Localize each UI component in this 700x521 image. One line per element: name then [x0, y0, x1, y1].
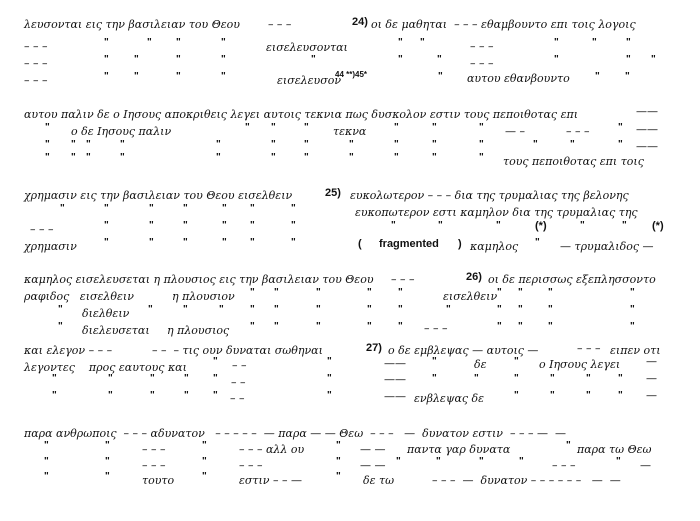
text-line: ——	[384, 373, 406, 386]
ditto-mark: "	[630, 304, 635, 315]
ditto-mark: "	[216, 139, 221, 150]
ditto-mark: "	[184, 390, 189, 401]
text-line: και ελεγον – – –	[24, 344, 113, 357]
text-line: —	[646, 355, 657, 368]
text-line: δε	[474, 358, 487, 371]
text-line: – – – — δυνατον – – – – – – — —	[432, 474, 621, 487]
ditto-mark: "	[44, 456, 49, 467]
ditto-mark: "	[586, 390, 591, 401]
text-line: ——	[384, 390, 406, 403]
ditto-mark: "	[436, 456, 441, 467]
text-line: —	[646, 372, 657, 385]
ditto-mark: "	[518, 287, 523, 298]
ditto-mark: "	[336, 440, 341, 451]
ditto-mark: "	[250, 220, 255, 231]
text-line: 44 **)45*	[335, 70, 368, 79]
ditto-mark: "	[327, 390, 332, 401]
text-line: χρημασιν εις την βασιλειαν του Θεου εισελθειν	[24, 189, 293, 202]
text-line: – – –	[577, 342, 601, 355]
ditto-mark: "	[108, 373, 113, 384]
text-line: εισελευσον	[277, 74, 342, 87]
ditto-mark: "	[71, 152, 76, 163]
ditto-mark: "	[71, 139, 76, 150]
ditto-mark: "	[291, 237, 296, 248]
ditto-mark: "	[250, 237, 255, 248]
ditto-mark: "	[250, 287, 255, 298]
ditto-mark: "	[221, 54, 226, 65]
ditto-mark: "	[336, 471, 341, 482]
ditto-mark: "	[105, 440, 110, 451]
ditto-mark: "	[176, 37, 181, 48]
ditto-mark: "	[626, 54, 631, 65]
ditto-mark: "	[398, 37, 403, 48]
ditto-mark: "	[149, 203, 154, 214]
ditto-mark: "	[304, 122, 309, 133]
ditto-mark: "	[474, 373, 479, 384]
ditto-mark: "	[398, 54, 403, 65]
ditto-mark: "	[222, 203, 227, 214]
ditto-mark: "	[60, 203, 65, 214]
text-line: ο δε Ιησους παλιν	[71, 125, 172, 138]
text-line: – – –	[24, 74, 48, 87]
ditto-mark: "	[222, 237, 227, 248]
ditto-mark: "	[550, 373, 555, 384]
ditto-mark: "	[304, 152, 309, 163]
ditto-mark: "	[519, 456, 524, 467]
text-line: οι δε μαθηται – – – εθαμβουντο επι τοις λογοις	[371, 18, 636, 31]
ditto-mark: "	[202, 440, 207, 451]
text-line: τους πεποιθοτας επι τοις	[503, 155, 644, 168]
ditto-mark: "	[437, 54, 442, 65]
ditto-mark: "	[221, 71, 226, 82]
text-line: τουτο	[142, 474, 175, 487]
ditto-mark: "	[183, 220, 188, 231]
text-line: λευσονται εις την βασιλειαν του Θεου – – –	[24, 18, 292, 31]
text-line: λεγοντες προς εαυτους και	[24, 361, 187, 374]
text-line: – – –	[470, 57, 494, 70]
ditto-mark: "	[52, 373, 57, 384]
text-line: – – – τις ουν δυναται σωθηναι	[152, 344, 323, 357]
ditto-mark: "	[176, 71, 181, 82]
ditto-mark: "	[271, 122, 276, 133]
text-line: παρα τω Θεω	[577, 443, 652, 456]
ditto-mark: "	[496, 220, 501, 231]
text-line: – – –	[552, 459, 576, 472]
ditto-mark: "	[432, 139, 437, 150]
ditto-mark: "	[618, 139, 623, 150]
ditto-mark: "	[514, 373, 519, 384]
ditto-mark: "	[518, 304, 523, 315]
verse-number: 26)	[466, 271, 482, 283]
ditto-mark: "	[432, 356, 437, 367]
ditto-mark: "	[497, 287, 502, 298]
ditto-mark: "	[398, 304, 403, 315]
ditto-mark: "	[432, 122, 437, 133]
ditto-mark: "	[479, 139, 484, 150]
text-line: — –	[505, 125, 525, 138]
ditto-mark: "	[554, 37, 559, 48]
text-line: εισελθειν	[443, 290, 498, 303]
ditto-mark: "	[104, 37, 109, 48]
text-line: οι δε περισσως εξεπλησσοντο	[488, 273, 656, 286]
ditto-mark: "	[213, 373, 218, 384]
ditto-mark: "	[479, 152, 484, 163]
ditto-mark: "	[595, 71, 600, 82]
ditto-mark: "	[45, 139, 50, 150]
ditto-mark: "	[291, 203, 296, 214]
ditto-mark: "	[148, 304, 153, 315]
ditto-mark: "	[394, 139, 399, 150]
text-line: εισελευσονται	[266, 41, 348, 54]
ditto-mark: "	[514, 356, 519, 367]
ditto-mark: "	[566, 440, 571, 451]
text-line: καμηλος	[470, 240, 519, 253]
ditto-mark: "	[120, 152, 125, 163]
ditto-mark: "	[274, 287, 279, 298]
text-line: ο δε εμβλεψας — αυτοις —	[388, 344, 539, 357]
text-line: )	[458, 238, 462, 250]
ditto-mark: "	[202, 456, 207, 467]
ditto-mark: "	[438, 220, 443, 231]
text-line: (*)	[652, 220, 664, 232]
text-line: αυτου εθανβουντο	[467, 72, 570, 85]
text-line: εστιν – – —	[239, 474, 302, 487]
ditto-mark: "	[336, 456, 341, 467]
ditto-mark: "	[271, 152, 276, 163]
ditto-mark: "	[108, 390, 113, 401]
text-line: καμηλος εισελευσεται η πλουσιος εις την βασιλειαν του Θεου – – –	[24, 273, 415, 286]
ditto-mark: "	[592, 37, 597, 48]
verse-number: 27)	[366, 342, 382, 354]
ditto-mark: "	[213, 356, 218, 367]
ditto-mark: "	[45, 122, 50, 133]
ditto-mark: "	[120, 139, 125, 150]
ditto-mark: "	[134, 71, 139, 82]
ditto-mark: "	[616, 456, 621, 467]
ditto-mark: "	[104, 203, 109, 214]
text-line: ευκολωτερον – – – δια της τρυμαλιας της βελονης	[350, 189, 629, 202]
ditto-mark: "	[533, 139, 538, 150]
text-line: τεκνα	[333, 125, 367, 138]
text-line: – – –	[142, 443, 166, 456]
ditto-mark: "	[183, 237, 188, 248]
ditto-mark: "	[176, 54, 181, 65]
ditto-mark: "	[327, 373, 332, 384]
text-line: – – –	[30, 223, 54, 236]
ditto-mark: "	[104, 220, 109, 231]
ditto-mark: "	[327, 356, 332, 367]
ditto-mark: "	[183, 203, 188, 214]
ditto-mark: "	[213, 390, 218, 401]
ditto-mark: "	[105, 456, 110, 467]
ditto-mark: "	[250, 203, 255, 214]
ditto-mark: "	[349, 152, 354, 163]
ditto-mark: "	[367, 287, 372, 298]
ditto-mark: "	[134, 54, 139, 65]
ditto-mark: "	[105, 471, 110, 482]
ditto-mark: "	[274, 321, 279, 332]
text-line: —	[646, 389, 657, 402]
text-line: – –	[232, 359, 247, 372]
ditto-mark: "	[479, 122, 484, 133]
text-line: ειπεν οτι	[610, 344, 661, 357]
ditto-mark: "	[291, 220, 296, 231]
text-line: – – –	[24, 57, 48, 70]
ditto-mark: "	[518, 321, 523, 332]
text-line: – –	[231, 376, 246, 389]
text-line: — —	[360, 459, 386, 472]
ditto-mark: "	[398, 287, 403, 298]
ditto-mark: "	[622, 220, 627, 231]
ditto-mark: "	[150, 390, 155, 401]
ditto-mark: "	[367, 321, 372, 332]
ditto-mark: "	[222, 220, 227, 231]
text-line: ο Ιησους λεγει	[539, 358, 621, 371]
ditto-mark: "	[316, 287, 321, 298]
ditto-mark: "	[104, 237, 109, 248]
ditto-mark: "	[625, 71, 630, 82]
ditto-mark: "	[316, 304, 321, 315]
ditto-mark: "	[396, 456, 401, 467]
text-line: παντα γαρ δυνατα	[407, 443, 511, 456]
ditto-mark: "	[630, 321, 635, 332]
ditto-mark: "	[150, 373, 155, 384]
ditto-mark: "	[497, 304, 502, 315]
ditto-mark: "	[479, 456, 484, 467]
ditto-mark: "	[398, 321, 403, 332]
text-line: παρα ανθρωποις – – – αδυνατον – – – – – — παρα — — Θεω – – – — δυνατον εστιν – – – — —	[24, 427, 566, 440]
text-line: — —	[360, 443, 386, 456]
ditto-mark: "	[44, 440, 49, 451]
ditto-mark: "	[626, 37, 631, 48]
ditto-mark: "	[438, 71, 443, 82]
ditto-mark: "	[221, 37, 226, 48]
ditto-mark: "	[394, 122, 399, 133]
ditto-mark: "	[104, 54, 109, 65]
ditto-mark: "	[274, 304, 279, 315]
ditto-mark: "	[216, 152, 221, 163]
ditto-mark: "	[497, 321, 502, 332]
ditto-mark: "	[514, 390, 519, 401]
text-line: ——	[384, 357, 406, 370]
ditto-mark: "	[245, 122, 250, 133]
text-line: — τρυμαλιδος —	[560, 240, 654, 253]
ditto-mark: "	[104, 71, 109, 82]
ditto-mark: "	[202, 471, 207, 482]
ditto-mark: "	[149, 237, 154, 248]
text-line: – – –	[24, 40, 48, 53]
text-line: – – – αλλ ου	[239, 443, 305, 456]
ditto-mark: "	[219, 304, 224, 315]
ditto-mark: "	[86, 139, 91, 150]
ditto-mark: "	[630, 287, 635, 298]
text-line: η πλουσιος	[167, 324, 230, 337]
ditto-mark: "	[618, 122, 623, 133]
ditto-mark: "	[550, 390, 555, 401]
verse-number: 25)	[325, 187, 341, 199]
ditto-mark: "	[580, 220, 585, 231]
text-line: η πλουσιον	[172, 290, 235, 303]
text-line: (*)	[535, 220, 547, 232]
text-line: ——	[636, 140, 658, 153]
ditto-mark: "	[432, 152, 437, 163]
ditto-mark: "	[554, 54, 559, 65]
ditto-mark: "	[58, 304, 63, 315]
ditto-mark: "	[250, 321, 255, 332]
text-line: fragmented	[379, 238, 439, 250]
text-line: —	[640, 459, 651, 472]
ditto-mark: "	[44, 471, 49, 482]
ditto-mark: "	[311, 54, 316, 65]
ditto-mark: "	[349, 139, 354, 150]
text-line: – – –	[424, 322, 448, 335]
ditto-mark: "	[304, 139, 309, 150]
text-line: διελευσεται	[82, 324, 150, 337]
ditto-mark: "	[548, 304, 553, 315]
text-line: ραφιδος εισελθειν	[24, 290, 134, 303]
text-line: (	[358, 238, 362, 250]
ditto-mark: "	[183, 304, 188, 315]
ditto-mark: "	[271, 139, 276, 150]
ditto-mark: "	[45, 152, 50, 163]
text-line: – – –	[239, 459, 263, 472]
ditto-mark: "	[391, 220, 396, 231]
ditto-mark: "	[432, 373, 437, 384]
text-line: – –	[230, 392, 245, 405]
text-line: – – –	[566, 125, 590, 138]
ditto-mark: "	[586, 373, 591, 384]
text-line: ενβλεψας δε	[414, 392, 485, 405]
ditto-mark: "	[651, 54, 656, 65]
verse-number: 24)	[352, 16, 368, 28]
ditto-mark: "	[52, 390, 57, 401]
text-line: αυτου παλιν δε ο Ιησους αποκριθεις λεγει αυτοις τεκνια πως δυσκολον εστιν τους πεποιθοτας επι	[24, 108, 579, 121]
text-line: χρημασιν	[24, 240, 77, 253]
text-line: ——	[636, 105, 658, 118]
ditto-mark: "	[250, 304, 255, 315]
ditto-mark: "	[58, 321, 63, 332]
text-line: – – –	[142, 459, 166, 472]
ditto-mark: "	[548, 287, 553, 298]
text-line: διελθειν	[82, 307, 130, 320]
ditto-mark: "	[367, 304, 372, 315]
ditto-mark: "	[548, 321, 553, 332]
text-line: ——	[636, 123, 658, 136]
text-line: – – –	[470, 40, 494, 53]
ditto-mark: "	[420, 37, 425, 48]
text-line: δε τω	[363, 474, 395, 487]
ditto-mark: "	[394, 152, 399, 163]
ditto-mark: "	[316, 321, 321, 332]
ditto-mark: "	[618, 390, 623, 401]
ditto-mark: "	[535, 237, 540, 248]
ditto-mark: "	[147, 37, 152, 48]
text-line: ευκοπωτερον εστι καμηλον δια της τρυμαλιας της	[355, 206, 638, 219]
ditto-mark: "	[149, 220, 154, 231]
ditto-mark: "	[618, 373, 623, 384]
ditto-mark: "	[446, 304, 451, 315]
ditto-mark: "	[184, 373, 189, 384]
ditto-mark: "	[86, 152, 91, 163]
ditto-mark: "	[570, 139, 575, 150]
